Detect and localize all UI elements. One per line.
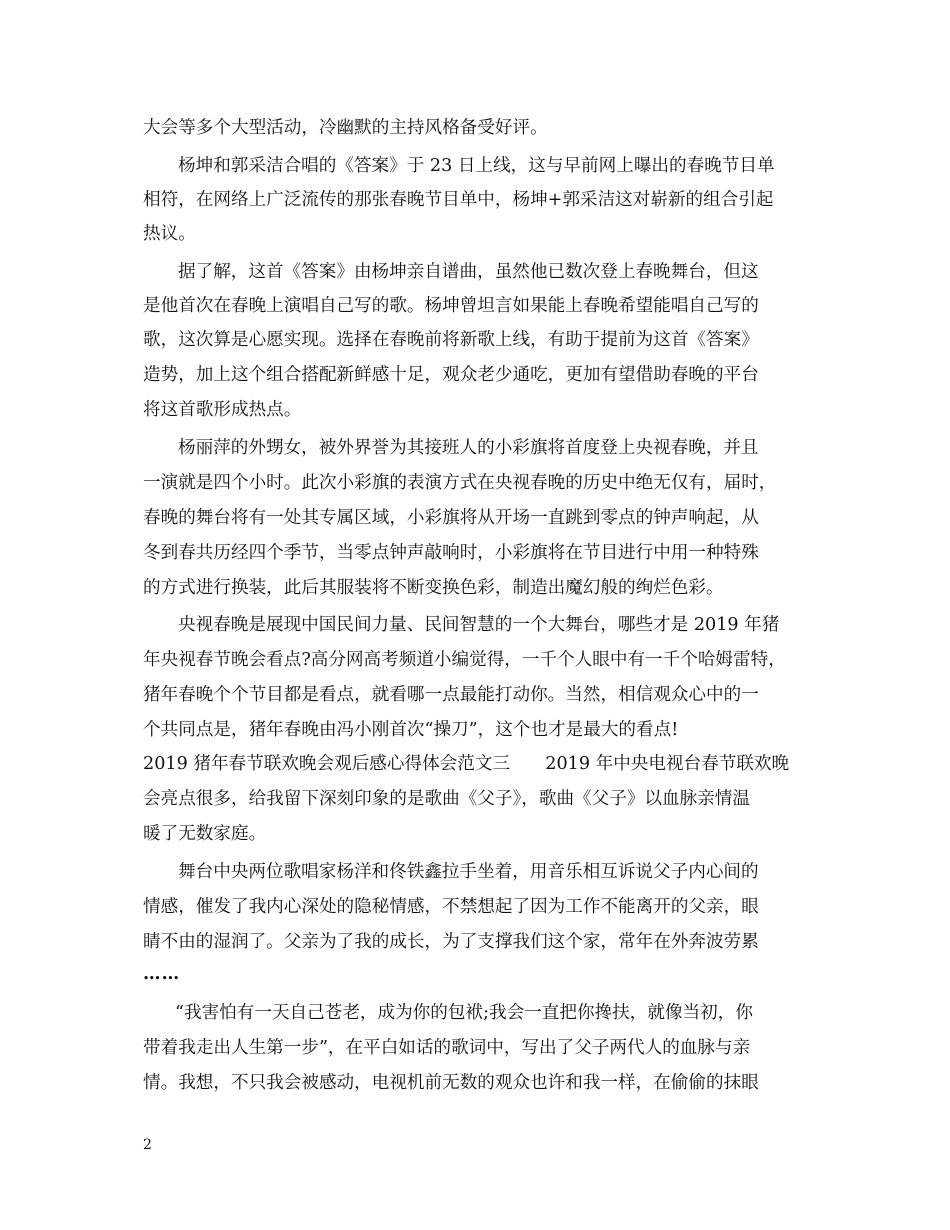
text-line: 猪年春晚个个节目都是看点，就看哪一点最能打动你。当然，相信观众心中的一 [143,685,759,705]
text-line: 杨坤和郭采洁合唱的《答案》于 23 日上线，这与早前网上曝出的春晚节目单 [178,156,775,176]
text-line: 一演就是四个小时。此次小彩旗的表演方式在央视春晚的历史中绝无仅有，届时， [143,473,777,493]
text-line: 央视春晚是展现中国民间力量、民间智慧的一个大舞台，哪些才是 2019 年猪 [178,615,780,635]
text-line: 情感，催发了我内心深处的隐秘情感，不禁想起了因为工作不能离开的父亲，眼 [143,897,759,917]
text-line: 情。我想，不只我会被感动，电视机前无数的观众也许和我一样，在偷偷的抹眼 [143,1073,759,1093]
text-line: 冬到春共历经四个季节，当零点钟声敲响时，小彩旗将在节目进行中用一种特殊 [143,543,759,563]
text-line: 杨丽萍的外甥女，被外界誉为其接班人的小彩旗将首度登上央视春晚，并且 [178,438,759,458]
text-line: 大会等多个大型活动，冷幽默的主持风格备受好评。 [143,118,548,138]
text-line: 据了解，这首《答案》由杨坤亲自谱曲，虽然他已数次登上春晚舞台，但这 [178,262,759,282]
text-line: 会亮点很多，给我留下深刻印象的是歌曲《父子》，歌曲《父子》以血脉亲情温 [143,789,750,809]
text-line: 的方式进行换装，此后其服装将不断变换色彩，制造出魔幻般的绚烂色彩。 [143,578,724,598]
text-line: 个共同点是，猪年春晚由冯小刚首次“操刀”，这个也才是最大的看点! [143,720,679,740]
text-line: 歌，这次算是心愿实现。选择在春晚前将新歌上线，有助于提前为这首《答案》 [143,330,759,350]
text-line: “我害怕有一天自己苍老，成为你的包袱;我会一直把你搀扶，就像当初，你 [175,1003,753,1023]
text-line: 造势，加上这个组合搭配新鲜感十足，观众老少通吃，更加有望借助春晚的平台 [143,365,759,385]
text-line: 2019 猪年春节联欢晚会观后感心得体会范文三 2019 年中央电视台春节联欢晚 [143,754,790,774]
text-line: 是他首次在春晚上演唱自己写的歌。杨坤曾坦言如果能上春晚希望能唱自己写的 [143,296,759,316]
text-line: …… [143,963,181,984]
page-number: 2 [143,1137,152,1153]
text-line: 睛不由的湿润了。父亲为了我的成长，为了支撑我们这个家，常年在外奔波劳累 [143,932,759,952]
text-line: 将这首歌形成热点。 [143,400,302,420]
text-line: 带着我走出人生第一步”，在平白如话的歌词中，写出了父子两代人的血脉与亲 [143,1038,751,1058]
text-line: 春晚的舞台将有一处其专属区域，小彩旗将从开场一直跳到零点的钟声响起，从 [143,508,759,528]
text-line: 年央视春节晚会看点?高分网高考频道小编觉得，一千个人眼中有一千个哈姆雷特， [143,650,786,670]
text-line: 舞台中央两位歌唱家杨洋和佟铁鑫拉手坐着，用音乐相互诉说父子内心间的 [178,862,759,882]
text-line: 暖了无数家庭。 [143,824,267,844]
text-line: 热议。 [143,224,196,244]
text-line: 相符，在网络上广泛流传的那张春晚节目单中，杨坤+郭采洁这对崭新的组合引起 [143,190,774,210]
